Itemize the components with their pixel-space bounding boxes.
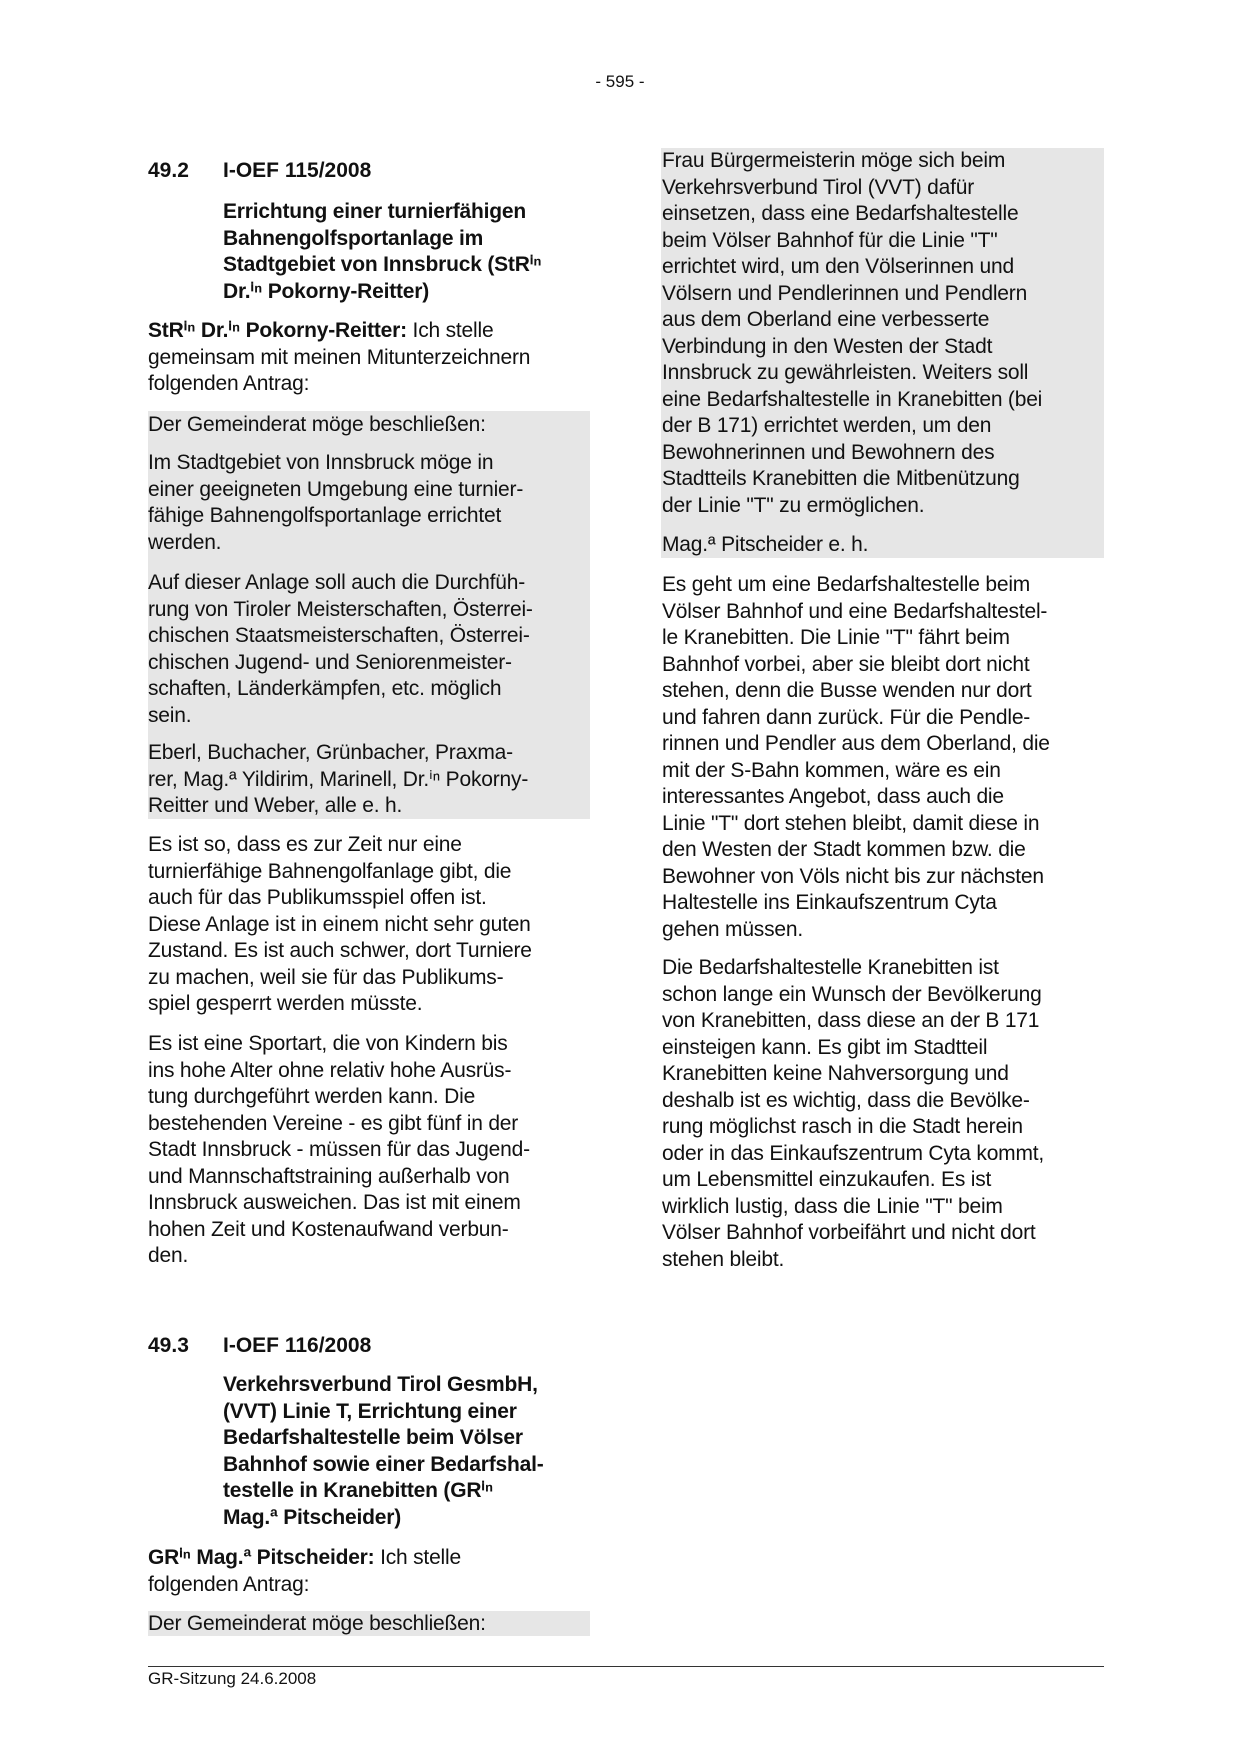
text-line: Haltestelle ins Einkaufszentrum Cyta [662,891,997,914]
speaker-name: StRⁱⁿ Dr.ⁱⁿ Pokorny-Reitter: [148,319,407,342]
text-line: Bahnengolfsportanlage im [223,226,484,250]
text-line: von Kranebitten, dass diese an der B 171 [662,1009,1040,1032]
footer-text: GR-Sitzung 24.6.2008 [148,1669,317,1688]
text-line: Der Gemeinderat möge beschließen: [148,413,486,436]
text-line: Verkehrsverbund Tirol GesmbH, [223,1373,538,1396]
text-line: Es ist so, dass es zur Zeit nur eine [148,833,462,856]
text-line: sein. [148,703,192,727]
text-line: Ich stelle [374,1546,461,1569]
text-line: Die Bedarfshaltestelle Kranebitten ist [662,956,999,979]
text-line: interessantes Angebot, dass auch die [662,785,1004,808]
text-line: chischen Staatsmeisterschaften, Österrei- [148,624,530,647]
text-line: rinnen und Pendler aus dem Oberland, die [662,732,1050,755]
text-line: oder in das Einkaufszentrum Cyta kommt, [662,1141,1045,1165]
text-line: Es ist eine Sportart, die von Kindern bis [148,1032,508,1055]
text-line: Völser Bahnhof vorbeifährt und nicht dort [662,1221,1036,1244]
text-line: Verkehrsverbund Tirol (VVT) dafür [662,175,975,199]
item-code: I-OEF 116/2008 [223,1334,372,1357]
text-line: Innsbruck zu gewährleisten. Weiters soll [662,361,1029,384]
text-line: Errichtung einer turnierfähigen [223,200,527,223]
text-line: testelle in Kranebitten (GRⁱⁿ [223,1479,493,1502]
motion-text [662,148,1042,519]
text-line: Bewohner von Völs nicht bis zur nächsten [662,864,1044,888]
text-line: Linie "T" dort stehen bleibt, damit diese in [662,811,1040,835]
text-line: einsteigen kann. Es gibt im Stadtteil [662,1035,988,1059]
text-line: und Mannschaftstraining außerhalb von [148,1164,510,1188]
item-code: I-OEF 115/2008 [223,159,372,182]
text-line: folgenden Antrag: [148,1572,310,1596]
speaker-intro [148,318,530,398]
text-line: einer geeigneten Umgebung eine turnier- [148,477,524,501]
text-line: und fahren dann zurück. Für die Pendle- [662,705,1031,729]
motion-heading [148,412,486,439]
text-line: chischen Jugend- und Seniorenmeister- [148,650,512,674]
text-line: Dr.ⁱⁿ Pokorny-Reitter) [223,279,430,303]
text-line: auch für das Publikumsspiel offen ist. [148,886,487,909]
text-line: Innsbruck ausweichen. Das ist mit einem [148,1191,521,1214]
text-line: Im Stadtgebiet von Innsbruck möge in [148,451,494,474]
signers [662,532,868,559]
text-line: beim Völser Bahnhof für die Linie "T" [662,228,998,252]
text-line: gehen müssen. [662,917,803,941]
text-line: stehen bleibt. [662,1247,785,1271]
text-line: Ich stelle [406,319,494,342]
text-line: Frau Bürgermeisterin möge sich beim [662,149,1006,172]
text-line: gemeinsam mit meinen Mitunterzeichnern [148,345,531,369]
text-line: deshalb ist es wichtig, dass die Bevölke- [662,1088,1030,1112]
text-line: fähige Bahnengolfsportanlage errichtet [148,504,502,527]
text-line: zu machen, weil sie für das Publikums- [148,965,504,989]
text-line: bestehenden Vereine - es gibt fünf in der [148,1111,519,1135]
text-line: Es geht um eine Bedarfshaltestelle beim [662,573,1031,596]
text-line: Kranebitten keine Nahversorgung und [662,1062,1009,1085]
text-line: werden. [148,530,222,554]
text-line: Auf dieser Anlage soll auch die Durchfüh- [148,571,526,594]
paragraph [148,832,532,1018]
text-line: der B 171) errichtet werden, um den [662,414,992,437]
text-line: schaften, Länderkämpfen, etc. möglich [148,677,502,700]
text-line: einsetzen, dass eine Bedarfshaltestelle [662,202,1019,225]
text-line: tung durchgeführt werden kann. Die [148,1085,476,1108]
text-line: Diese Anlage ist in einem nicht sehr guten [148,912,531,936]
item-title [223,1372,544,1531]
signers [148,740,528,820]
text-line: Bahnhof vorbei, aber sie bleibt dort nicht [662,652,1030,676]
text-line: Mag.ª Pitscheider e. h. [662,533,869,556]
text-line: (VVT) Linie T, Errichtung einer [223,1399,517,1423]
item-title [223,199,541,305]
text-line: mit der S-Bahn kommen, wäre es ein [662,758,1001,782]
text-line: Zustand. Es ist auch schwer, dort Turniere [148,939,532,962]
text-line: um Lebensmittel einzukaufen. Es ist [662,1168,992,1191]
motion-heading [148,1611,486,1638]
text-line: Stadtteils Kranebitten die Mitbenützung [662,467,1020,490]
text-line: Völsern und Pendlerinnen und Pendlern [662,281,1028,305]
text-line: Reitter und Weber, alle e. h. [148,794,403,817]
text-line: spiel gesperrt werden müsste. [148,992,423,1015]
text-line: Stadtgebiet von Innsbruck (StRⁱⁿ [223,253,542,276]
item-number: 49.3 [148,1334,189,1357]
speaker-intro [148,1545,461,1598]
text-line: Der Gemeinderat möge beschließen: [148,1612,486,1635]
item-number: 49.2 [148,159,189,182]
text-line: Bedarfshaltestelle beim Völser [223,1426,523,1449]
text-line: rung von Tiroler Meisterschaften, Österrei- [148,597,533,621]
page-number: - 595 - [595,72,645,91]
motion-text [148,570,533,729]
text-line: Mag.ª Pitscheider) [223,1505,402,1529]
text-line: der Linie "T" zu ermöglichen. [662,493,925,517]
text-line: den Westen der Stadt kommen bzw. die [662,838,1026,861]
text-line: le Kranebitten. Die Linie "T" fährt beim [662,626,1010,649]
text-line: errichtet wird, um den Völserinnen und [662,255,1014,278]
text-line: Verbindung in den Westen der Stadt [662,334,993,358]
text-line: stehen, denn die Busse wenden nur dort [662,679,1032,702]
text-line: schon lange ein Wunsch der Bevölkerung [662,982,1042,1006]
text-line: ins hohe Alter ohne relativ hohe Ausrüs- [148,1058,512,1082]
text-line: aus dem Oberland eine verbesserte [662,308,990,331]
text-line: turnierfähige Bahnengolfanlage gibt, die [148,859,512,883]
text-line: Eberl, Buchacher, Grünbacher, Praxma- [148,741,513,764]
paragraph [662,572,1050,943]
text-line: Bewohnerinnen und Bewohnern des [662,440,995,464]
speaker-name: GRⁱⁿ Mag.ª Pitscheider: [148,1546,375,1569]
text-line: eine Bedarfshaltestelle in Kranebitten (bei [662,387,1043,411]
text-line: hohen Zeit und Kostenaufwand verbun- [148,1217,509,1241]
text-line: Stadt Innsbruck - müssen für das Jugend- [148,1138,530,1161]
text-line: folgenden Antrag: [148,372,310,395]
footer-rule [148,1666,1104,1667]
text-line: Völser Bahnhof und eine Bedarfshaltestel- [662,599,1048,623]
text-line: den. [148,1244,189,1267]
text-line: rer, Mag.ª Yildirim, Marinell, Dr.ⁱⁿ Pokorny- [148,767,529,791]
text-line: Bahnhof sowie einer Bedarfshal- [223,1452,544,1476]
text-line: rung möglichst rasch in die Stadt herein [662,1115,1023,1138]
motion-text [148,450,523,556]
text-line: wirklich lustig, dass die Linie "T" beim [662,1194,1003,1218]
paragraph [662,955,1044,1273]
paragraph [148,1031,530,1270]
